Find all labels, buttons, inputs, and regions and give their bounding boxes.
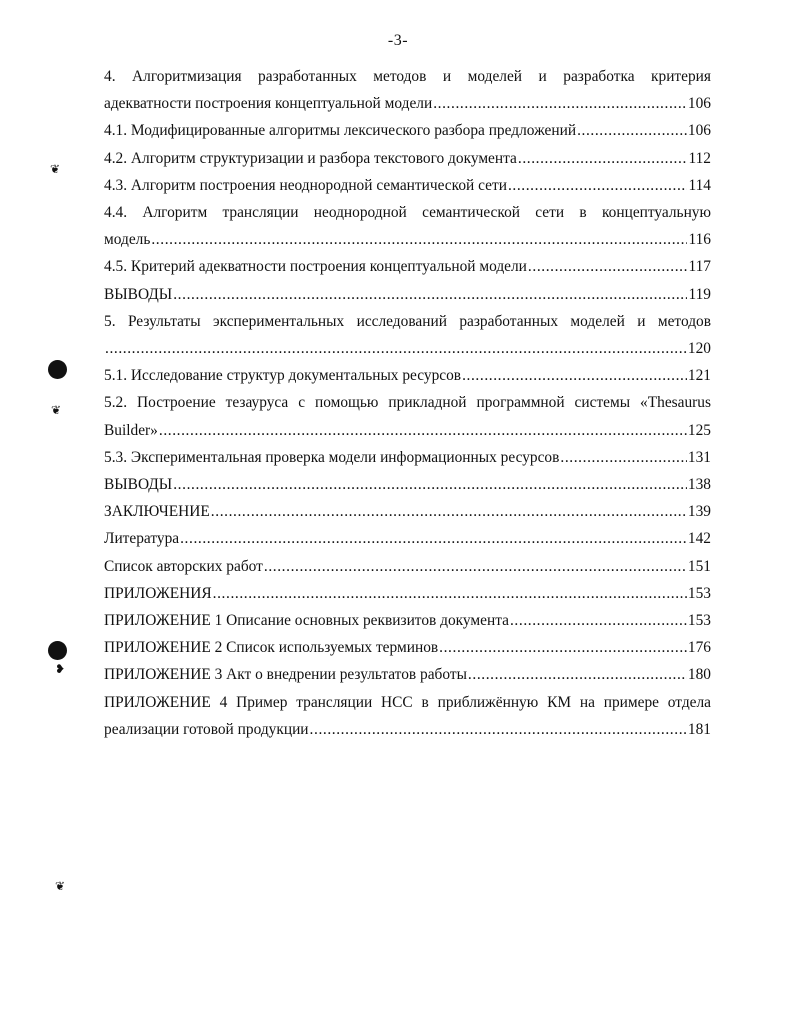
toc-entry	[104, 281, 711, 308]
toc-entry	[104, 253, 711, 280]
toc-page-number: 139	[687, 503, 711, 521]
toc-entry-title-line: ПРИЛОЖЕНИЕ 4 Пример трансляции НСС в приближённую КМ на примере отдела	[104, 693, 711, 711]
toc-entry-leader-line	[104, 498, 711, 525]
toc-entry-leader-line	[104, 362, 711, 389]
toc-page-number: 121	[687, 367, 711, 385]
dot-leader	[433, 90, 687, 117]
dot-leader	[510, 607, 687, 634]
dot-leader	[462, 362, 687, 389]
toc-entry-leader-line	[104, 417, 711, 444]
toc-page-number: 120	[687, 340, 711, 358]
toc-entry-title: ВЫВОДЫ	[104, 476, 173, 494]
toc-entry-title: 4.3. Алгоритм построения неоднородной семантической сети	[104, 176, 507, 194]
toc-page-number: 153	[687, 584, 711, 602]
toc-entry	[104, 607, 711, 634]
toc-entry-title: реализации готовой продукции	[104, 720, 309, 738]
toc-page-number: 125	[687, 421, 711, 439]
toc-page-number: 114	[688, 176, 711, 194]
toc-entry	[104, 308, 711, 362]
toc-page-number: 138	[687, 476, 711, 494]
toc-entry-title: ПРИЛОЖЕНИЕ 1 Описание основных реквизитов документа	[104, 612, 509, 630]
toc-page-number: 151	[687, 557, 711, 575]
dot-leader	[159, 417, 687, 444]
toc-entry-leader-line	[104, 226, 711, 253]
scan-smudge-mark: ❦	[55, 879, 66, 893]
toc-entry	[104, 362, 711, 389]
dot-leader	[151, 226, 687, 253]
dot-leader	[211, 498, 687, 525]
scan-smudge-mark: ❦	[50, 162, 61, 176]
toc-page-number: 112	[688, 149, 711, 167]
dot-leader	[310, 716, 687, 743]
toc-entry-title: 5.3. Экспериментальная проверка модели информационных ресурсов	[104, 448, 560, 466]
toc-page-number: 106	[687, 95, 711, 113]
toc-entry-title: 4.2. Алгоритм структуризации и разбора текстового документа	[104, 149, 517, 167]
dot-leader	[468, 661, 687, 688]
toc-entry-leader-line	[104, 90, 711, 117]
toc-entry-title: модель	[104, 231, 151, 249]
binder-hole-mark	[48, 360, 67, 379]
toc-entry	[104, 498, 711, 525]
toc-entry	[104, 471, 711, 498]
dot-leader	[439, 634, 687, 661]
dot-leader	[560, 444, 687, 471]
toc-page-number: 176	[687, 639, 711, 657]
toc-entry-leader-line	[104, 117, 711, 144]
binder-hole-mark	[48, 641, 67, 660]
toc-entry-leader-line	[104, 281, 711, 308]
toc-entry-title: 5.1. Исследование структур документальных ресурсов	[104, 367, 462, 385]
toc-page-number: 106	[687, 122, 711, 140]
toc-entry-title-line: 5.2. Построение тезауруса с помощью прикладной программной системы «Thesaurus	[104, 394, 711, 412]
toc-entry	[104, 634, 711, 661]
toc-entry-leader-line	[104, 661, 711, 688]
toc-page-number: 180	[687, 666, 711, 684]
toc-entry-title: Литература	[104, 530, 180, 548]
toc-entry-leader-line	[104, 634, 711, 661]
toc-entry	[104, 199, 711, 253]
toc-entry	[104, 63, 711, 117]
toc-entry-leader-line	[104, 716, 711, 743]
toc-entry-title-line: 4.4. Алгоритм трансляции неоднородной семантической сети в концептуальную	[104, 204, 711, 222]
toc-entry-title-line: 5. Результаты экспериментальных исследований разработанных моделей и методов	[104, 312, 711, 330]
toc-entry-title: ЗАКЛЮЧЕНИЕ	[104, 503, 210, 521]
dot-leader	[518, 145, 688, 172]
dot-leader	[173, 281, 687, 308]
toc-entry-title-line: 4. Алгоритмизация разработанных методов и моделей и разработка критерия	[104, 68, 711, 85]
toc-entry	[104, 117, 711, 144]
toc-entry-title: Builder»	[104, 421, 158, 439]
toc-entry-leader-line	[104, 607, 711, 634]
toc-entry-leader-line	[104, 335, 711, 362]
toc-entry-leader-line	[104, 580, 711, 607]
toc-page-number: 131	[687, 448, 711, 466]
dot-leader	[264, 553, 687, 580]
dot-leader	[105, 335, 687, 362]
toc-page-number: 119	[688, 285, 711, 303]
toc-entry-leader-line	[104, 172, 711, 199]
toc-entry-leader-line	[104, 553, 711, 580]
scan-smudge-mark: ❥	[55, 662, 66, 676]
toc-entry	[104, 689, 711, 743]
dot-leader	[173, 471, 687, 498]
toc-entry	[104, 525, 711, 552]
toc-entry-leader-line	[104, 253, 711, 280]
scan-smudge-mark: ❦	[51, 403, 62, 417]
toc-entry-title: Список авторских работ	[104, 557, 263, 575]
toc-page-number: 116	[688, 231, 711, 249]
toc-entry	[104, 172, 711, 199]
toc-entry	[104, 444, 711, 471]
toc-entry-title: ПРИЛОЖЕНИЕ 2 Список используемых терминов	[104, 639, 439, 657]
toc-entry-leader-line	[104, 145, 711, 172]
toc-entry-leader-line	[104, 444, 711, 471]
toc-entry-title: адекватности построения концептуальной модели	[104, 95, 433, 113]
page-number: -3-	[387, 32, 409, 49]
toc-entry-title: ПРИЛОЖЕНИЯ	[104, 584, 212, 602]
toc-page-number: 142	[687, 530, 711, 548]
toc-entry-title: 4.1. Модифицированные алгоритмы лексического разбора предложений	[104, 122, 577, 140]
toc-page-number: 181	[687, 720, 711, 738]
toc-entry-title: ПРИЛОЖЕНИЕ 3 Акт о внедрении результатов работы	[104, 666, 467, 684]
toc-entry	[104, 661, 711, 688]
toc-page-number: 117	[688, 258, 711, 276]
dot-leader	[508, 172, 688, 199]
toc-entry-title: ВЫВОДЫ	[104, 285, 173, 303]
toc-entry	[104, 580, 711, 607]
toc-entry-title: 4.5. Критерий адекватности построения концептуальной модели	[104, 258, 527, 276]
toc-entry-leader-line	[104, 525, 711, 552]
toc-entry	[104, 553, 711, 580]
toc-entry	[104, 145, 711, 172]
dot-leader	[528, 253, 688, 280]
dot-leader	[577, 117, 687, 144]
toc-page-number: 153	[687, 612, 711, 630]
dot-leader	[180, 525, 687, 552]
toc-entry	[104, 389, 711, 443]
toc-entry-leader-line	[104, 471, 711, 498]
table-of-contents	[104, 63, 711, 743]
dot-leader	[213, 580, 687, 607]
